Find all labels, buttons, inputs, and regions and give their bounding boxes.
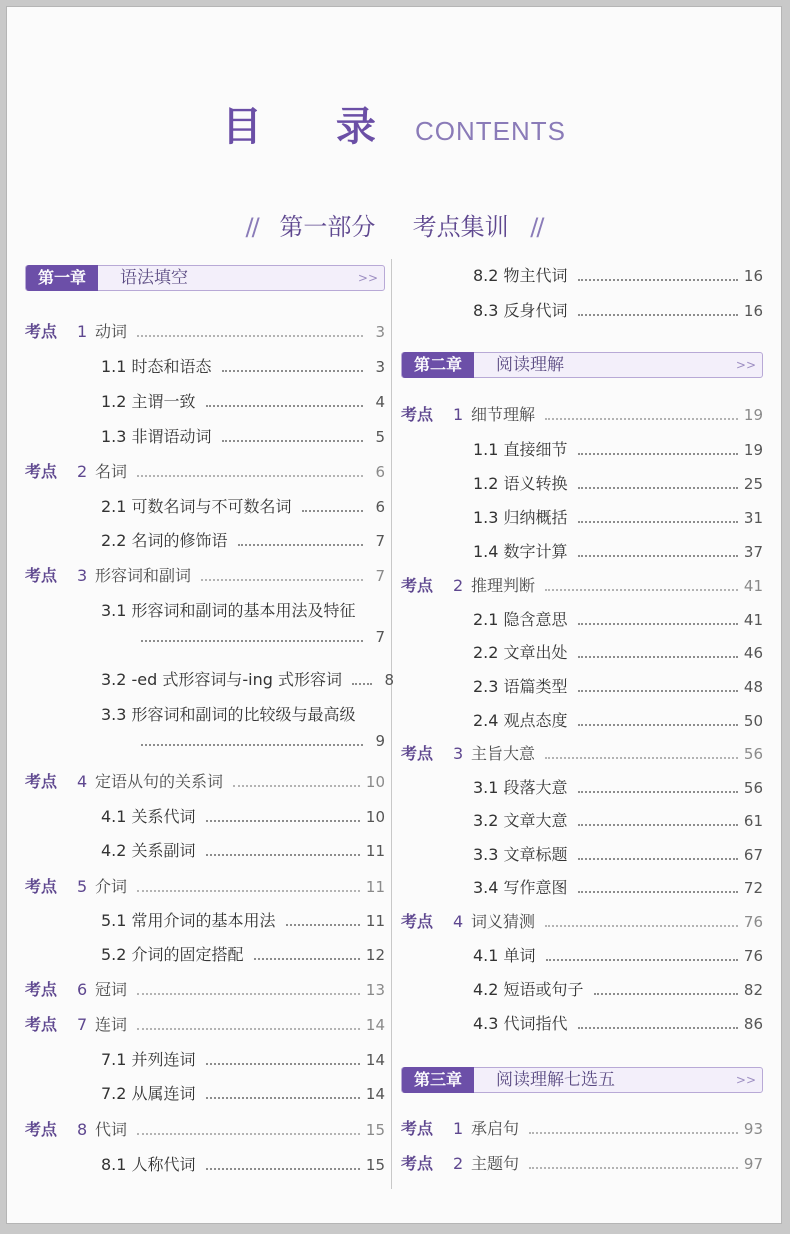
subsection-name: 3.4 写作意图 xyxy=(473,878,568,897)
chapter-heading-3 xyxy=(401,1067,763,1093)
subsection-row xyxy=(473,640,763,663)
subsection-row xyxy=(473,775,763,798)
subsection-name: 4.1 关系代词 xyxy=(101,807,196,826)
subsection-row xyxy=(473,808,763,831)
subsection-row xyxy=(473,437,763,460)
dot-leader xyxy=(206,820,360,822)
subsection-name: 3.1 段落大意 xyxy=(473,778,568,797)
page-number: 5 xyxy=(375,428,385,446)
dot-leader xyxy=(137,1028,360,1030)
part-label: 第一部分 xyxy=(279,213,376,241)
kaodian-row xyxy=(25,1117,385,1140)
page-number: 67 xyxy=(743,846,763,864)
subsection-name: 8.3 反身代词 xyxy=(473,301,568,320)
subsection-name: 7.2 从属连词 xyxy=(101,1084,196,1103)
dot-leader xyxy=(578,487,738,489)
dot-leader xyxy=(578,656,738,658)
kaodian-label: 考点 xyxy=(25,462,58,481)
subsection-row xyxy=(473,505,763,528)
dot-leader xyxy=(352,683,372,685)
dot-leader xyxy=(141,744,363,746)
dot-leader xyxy=(545,925,738,927)
slash-right: // xyxy=(530,213,543,241)
kaodian-label: 考点 xyxy=(25,1015,58,1034)
dot-leader xyxy=(578,279,738,281)
subsection-row xyxy=(101,1047,385,1070)
part-name: 考点集训 xyxy=(412,213,509,241)
subsection-row xyxy=(101,1152,385,1175)
page-number: 6 xyxy=(375,463,385,481)
kaodian-label: 考点 xyxy=(401,1119,434,1138)
page-number: 31 xyxy=(743,509,763,527)
page-number: 61 xyxy=(743,812,763,830)
title-cn: 目 录 xyxy=(221,104,406,150)
chapter-arrow-icon: >> xyxy=(735,358,756,372)
dot-leader xyxy=(594,993,738,995)
dot-leader xyxy=(206,1063,360,1065)
chapter-title: 阅读理解七选五 xyxy=(496,1070,615,1090)
page-number: 50 xyxy=(743,712,763,730)
subsection-name: 2.2 文章出处 xyxy=(473,643,568,662)
dot-leader xyxy=(302,510,363,512)
page-number: 3 xyxy=(375,323,385,341)
subsection-row xyxy=(473,298,763,321)
subsection-row xyxy=(473,1011,763,1034)
page-number: 41 xyxy=(743,611,763,629)
kaodian-number: 1 xyxy=(77,322,88,341)
subsection-row xyxy=(473,842,763,865)
subsection-name: 4.1 单词 xyxy=(473,946,536,965)
page-number: 72 xyxy=(743,879,763,897)
subsection-name: 2.2 名词的修饰语 xyxy=(101,531,228,550)
kaodian-label: 考点 xyxy=(25,980,58,999)
dot-leader xyxy=(141,640,363,642)
page-number: 19 xyxy=(743,406,763,424)
page-number: 8 xyxy=(384,671,394,689)
page-number: 48 xyxy=(743,678,763,696)
subsection-row xyxy=(473,875,763,898)
subsection-row xyxy=(101,598,385,621)
kaodian-row xyxy=(401,1151,763,1174)
kaodian-label: 考点 xyxy=(401,576,434,595)
kaodian-row xyxy=(25,319,385,342)
kaodian-number: 3 xyxy=(77,566,88,585)
page-number: 4 xyxy=(375,393,385,411)
subsection-name: 2.3 语篇类型 xyxy=(473,677,568,696)
page-number: 97 xyxy=(743,1155,763,1173)
dot-leader xyxy=(222,440,363,442)
kaodian-number: 1 xyxy=(453,1119,464,1138)
dot-leader xyxy=(222,370,363,372)
subsection-row-continued xyxy=(137,628,385,646)
subsection-name: 1.3 非谓语动词 xyxy=(101,427,212,446)
dot-leader xyxy=(578,858,738,860)
subsection-row xyxy=(101,908,385,931)
kaodian-number: 8 xyxy=(77,1120,88,1139)
subsection-row xyxy=(473,471,763,494)
kaodian-name: 承启句 xyxy=(471,1119,520,1138)
page-title xyxy=(7,95,781,152)
page-number: 82 xyxy=(743,981,763,999)
kaodian-name: 介词 xyxy=(95,877,128,896)
kaodian-number: 6 xyxy=(77,980,88,999)
dot-leader xyxy=(578,791,738,793)
dot-leader xyxy=(578,891,738,893)
kaodian-label: 考点 xyxy=(401,744,434,763)
column-divider xyxy=(391,259,392,1189)
subsection-name: 8.2 物主代词 xyxy=(473,266,568,285)
subsection-name: 3.3 文章标题 xyxy=(473,845,568,864)
chapter-arrow-icon: >> xyxy=(735,1073,756,1087)
kaodian-label: 考点 xyxy=(401,1154,434,1173)
subsection-row xyxy=(101,667,394,690)
kaodian-name: 词义猜测 xyxy=(471,912,536,931)
dot-leader xyxy=(578,1027,738,1029)
kaodian-name: 名词 xyxy=(95,462,128,481)
dot-leader xyxy=(206,405,363,407)
page-number: 9 xyxy=(375,732,385,750)
kaodian-row xyxy=(25,563,385,586)
dot-leader xyxy=(286,924,360,926)
kaodian-row xyxy=(401,402,763,425)
subsection-name: 3.3 形容词和副词的比较级与最高级 xyxy=(101,705,356,724)
subsection-name: 4.3 代词指代 xyxy=(473,1014,568,1033)
subsection-name: 1.2 主谓一致 xyxy=(101,392,196,411)
subsection-name: 5.2 介词的固定搭配 xyxy=(101,945,244,964)
dot-leader xyxy=(529,1167,738,1169)
subsection-row xyxy=(101,528,385,551)
page-number: 19 xyxy=(743,441,763,459)
page-number: 11 xyxy=(365,878,385,896)
subsection-row xyxy=(101,838,385,861)
dot-leader xyxy=(137,475,363,477)
dot-leader xyxy=(545,757,738,759)
dot-leader xyxy=(137,993,360,995)
page-number: 11 xyxy=(365,912,385,930)
kaodian-row xyxy=(401,741,763,764)
subsection-name: 1.1 时态和语态 xyxy=(101,357,212,376)
page-number: 14 xyxy=(365,1016,385,1034)
page-number: 41 xyxy=(743,577,763,595)
kaodian-number: 5 xyxy=(77,877,88,896)
kaodian-label: 考点 xyxy=(25,877,58,896)
subsection-name: 1.1 直接细节 xyxy=(473,440,568,459)
chapter-tag: 第三章 xyxy=(402,1067,474,1093)
contents-page xyxy=(6,6,782,1224)
part-heading xyxy=(7,207,781,242)
dot-leader xyxy=(578,521,738,523)
kaodian-row xyxy=(25,1012,385,1035)
kaodian-name: 冠词 xyxy=(95,980,128,999)
chapter-tag: 第一章 xyxy=(26,265,98,291)
subsection-row xyxy=(473,943,763,966)
subsection-row xyxy=(473,977,763,1000)
dot-leader xyxy=(545,589,738,591)
dot-leader xyxy=(545,418,738,420)
kaodian-name: 连词 xyxy=(95,1015,128,1034)
dot-leader xyxy=(206,854,360,856)
page-number: 56 xyxy=(743,745,763,763)
kaodian-number: 7 xyxy=(77,1015,88,1034)
title-en: CONTENTS xyxy=(415,116,567,146)
page-number: 14 xyxy=(365,1051,385,1069)
kaodian-number: 2 xyxy=(453,576,464,595)
kaodian-label: 考点 xyxy=(25,566,58,585)
page-number: 13 xyxy=(365,981,385,999)
dot-leader xyxy=(578,555,738,557)
dot-leader xyxy=(137,1133,360,1135)
kaodian-label: 考点 xyxy=(401,405,434,424)
dot-leader xyxy=(206,1168,360,1170)
page-number: 6 xyxy=(375,498,385,516)
subsection-row xyxy=(473,607,763,630)
kaodian-number: 2 xyxy=(77,462,88,481)
page-number: 12 xyxy=(365,946,385,964)
kaodian-row xyxy=(25,769,385,792)
kaodian-row xyxy=(401,909,763,932)
kaodian-number: 4 xyxy=(453,912,464,931)
kaodian-name: 定语从句的关系词 xyxy=(95,772,224,791)
subsection-name: 4.2 关系副词 xyxy=(101,841,196,860)
dot-leader xyxy=(201,579,363,581)
page-number: 14 xyxy=(365,1085,385,1103)
page-number: 25 xyxy=(743,475,763,493)
kaodian-name: 推理判断 xyxy=(471,576,536,595)
kaodian-name: 主题句 xyxy=(471,1154,520,1173)
subsection-name: 8.1 人称代词 xyxy=(101,1155,196,1174)
dot-leader xyxy=(546,959,738,961)
page-number: 7 xyxy=(375,567,385,585)
subsection-row xyxy=(101,494,385,517)
page-number: 37 xyxy=(743,543,763,561)
subsection-name: 5.1 常用介词的基本用法 xyxy=(101,911,276,930)
slash-left: // xyxy=(245,213,258,241)
chapter-arrow-icon: >> xyxy=(357,271,378,285)
page-number: 93 xyxy=(743,1120,763,1138)
dot-leader xyxy=(578,623,738,625)
kaodian-label: 考点 xyxy=(25,772,58,791)
kaodian-number: 2 xyxy=(453,1154,464,1173)
page-number: 15 xyxy=(365,1121,385,1139)
subsection-name: 3.1 形容词和副词的基本用法及特征 xyxy=(101,601,356,620)
chapter-title: 语法填空 xyxy=(120,268,188,288)
chapter-tag: 第二章 xyxy=(402,352,474,378)
subsection-row xyxy=(101,702,385,725)
dot-leader xyxy=(578,824,738,826)
page-number: 10 xyxy=(365,808,385,826)
dot-leader xyxy=(233,785,360,787)
subsection-row xyxy=(101,354,385,377)
page-number: 46 xyxy=(743,644,763,662)
kaodian-name: 主旨大意 xyxy=(471,744,536,763)
subsection-name: 3.2 -ed 式形容词与-ing 式形容词 xyxy=(101,670,342,689)
subsection-row xyxy=(101,424,385,447)
subsection-name: 2.1 隐含意思 xyxy=(473,610,568,629)
subsection-name: 1.4 数字计算 xyxy=(473,542,568,561)
kaodian-number: 1 xyxy=(453,405,464,424)
dot-leader xyxy=(578,724,738,726)
subsection-row xyxy=(101,942,385,965)
dot-leader xyxy=(137,890,360,892)
page-number: 56 xyxy=(743,779,763,797)
dot-leader xyxy=(137,335,363,337)
dot-leader xyxy=(238,544,363,546)
page-number: 7 xyxy=(375,628,385,646)
subsection-name: 7.1 并列连词 xyxy=(101,1050,196,1069)
chapter-heading-2 xyxy=(401,352,763,378)
page-number: 16 xyxy=(743,267,763,285)
dot-leader xyxy=(578,314,738,316)
subsection-name: 1.3 归纳概括 xyxy=(473,508,568,527)
subsection-row xyxy=(101,804,385,827)
kaodian-label: 考点 xyxy=(401,912,434,931)
subsection-name: 3.2 文章大意 xyxy=(473,811,568,830)
dot-leader xyxy=(206,1097,360,1099)
kaodian-row xyxy=(25,459,385,482)
page-number: 15 xyxy=(365,1156,385,1174)
subsection-name: 2.4 观点态度 xyxy=(473,711,568,730)
page-number: 76 xyxy=(743,913,763,931)
kaodian-label: 考点 xyxy=(25,1120,58,1139)
dot-leader xyxy=(254,958,360,960)
kaodian-name: 动词 xyxy=(95,322,128,341)
kaodian-number: 4 xyxy=(77,772,88,791)
subsection-row xyxy=(101,389,385,412)
dot-leader xyxy=(529,1132,738,1134)
page-number: 76 xyxy=(743,947,763,965)
kaodian-label: 考点 xyxy=(25,322,58,341)
kaodian-name: 形容词和副词 xyxy=(95,566,192,585)
subsection-row xyxy=(473,674,763,697)
kaodian-number: 3 xyxy=(453,744,464,763)
page-number: 10 xyxy=(365,773,385,791)
dot-leader xyxy=(578,453,738,455)
page-number: 11 xyxy=(365,842,385,860)
subsection-row xyxy=(473,708,763,731)
kaodian-name: 代词 xyxy=(95,1120,128,1139)
dot-leader xyxy=(578,690,738,692)
subsection-name: 4.2 短语或句子 xyxy=(473,980,584,999)
subsection-name: 2.1 可数名词与不可数名词 xyxy=(101,497,292,516)
kaodian-row xyxy=(401,1116,763,1139)
subsection-row-continued xyxy=(137,732,385,750)
page-number: 16 xyxy=(743,302,763,320)
kaodian-row xyxy=(401,573,763,596)
subsection-name: 1.2 语义转换 xyxy=(473,474,568,493)
kaodian-name: 细节理解 xyxy=(471,405,536,424)
subsection-row xyxy=(473,263,763,286)
page-number: 7 xyxy=(375,532,385,550)
chapter-heading-1 xyxy=(25,265,385,291)
page-number: 86 xyxy=(743,1015,763,1033)
chapter-title: 阅读理解 xyxy=(496,355,564,375)
subsection-row xyxy=(101,1081,385,1104)
kaodian-row xyxy=(25,874,385,897)
subsection-row xyxy=(473,539,763,562)
kaodian-row xyxy=(25,977,385,1000)
page-number: 3 xyxy=(375,358,385,376)
